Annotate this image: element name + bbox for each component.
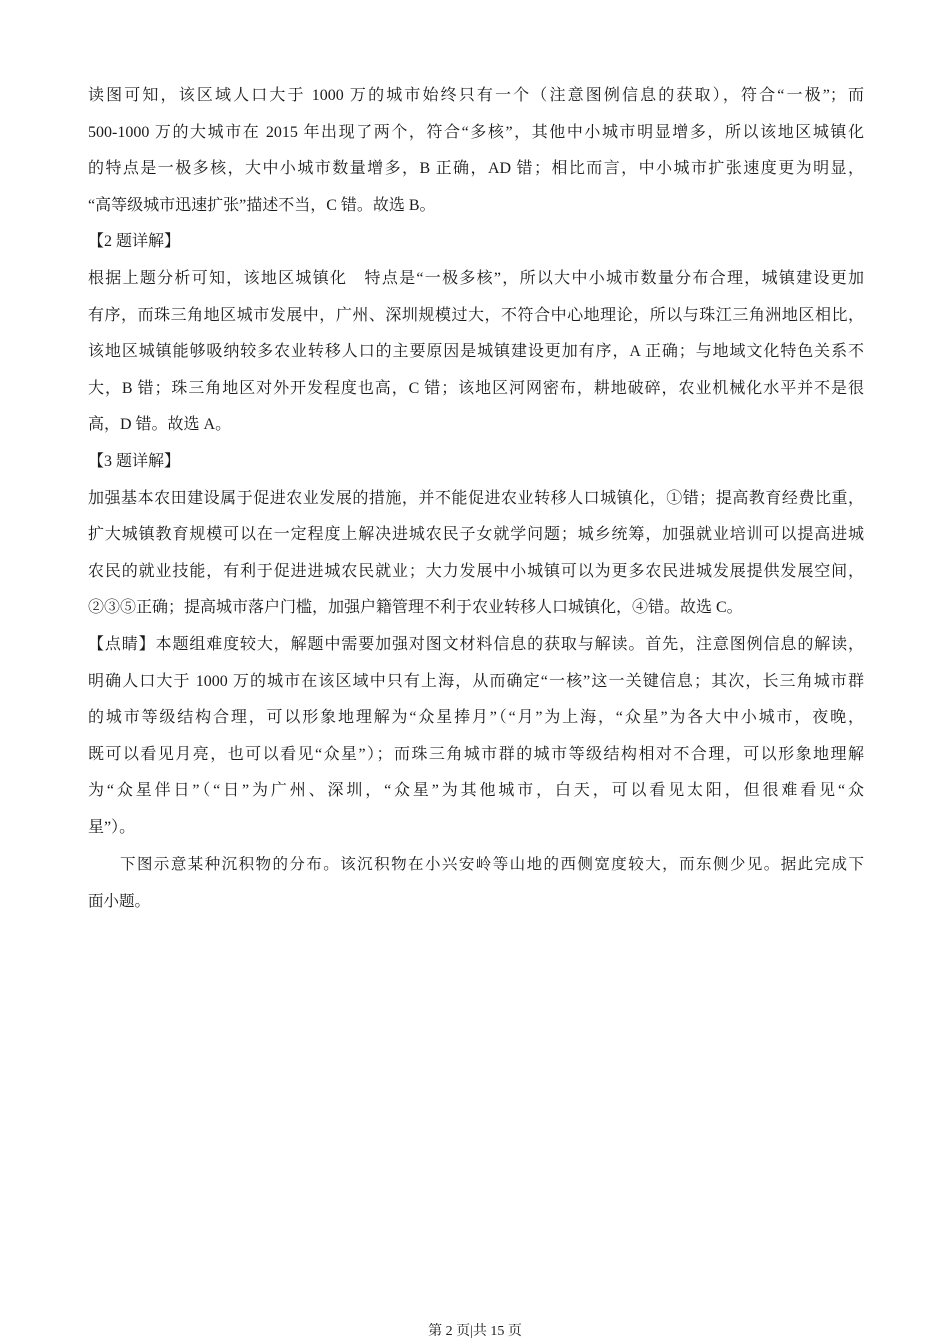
q2-answer [88,261,864,444]
text-line: 根据上题分析可知，该地区城镇化 特点是“一极多核”，所以大中小城市数量分布合理，城镇建设更加 [88,269,864,287]
q3-heading: 【3 题详解】 [88,452,181,470]
text-line: 既可以看见月亮，也可以看见“众星”）；而珠三角城市群的城市等级结构相对不合理，可以形象地理解 [88,745,864,763]
text-line: 大，B 错；珠三角地区对外开发程度也高，C 错；该地区河网密布，耕地破碎，农业机械化水平并不是很 [88,379,864,397]
text-line: 星”）。 [88,818,136,836]
text-line: 的特点是一极多核，大中小城市数量增多，B 正确，AD 错；相比而言，中小城市扩张速度更为明显， [88,160,864,178]
text-line: 面小题。 [88,892,151,911]
next-question-intro [88,846,864,919]
q2-heading: 【2 题详解】 [88,233,181,251]
text-line: 有序，而珠三角地区城市发展中，广州、深圳规模过大，不符合中心地理论，所以与珠江三角洲地区相比， [88,306,864,324]
page-content [88,78,864,920]
text-line: 明确人口大于 1000 万的城市在该区域中只有上海，从而确定“一核”这一关键信息；其次，长三角城市群 [88,672,864,690]
text-line: 的城市等级结构合理，可以形象地理解为“众星捧月”（“月”为上海，“众星”为各大中小城市，夜晚， [88,709,864,727]
page-footer: 第 2 页|共 15 页 [428,1324,522,1339]
text-line: 500-1000 万的大城市在 2015 年出现了两个，符合“多核”，其他中小城市明显增多，所以该地区城镇化 [88,123,864,141]
text-line: 读图可知，该区域人口大于 1000 万的城市始终只有一个（注意图例信息的获取），符合“一极”；而 [88,87,864,104]
text-line: 【点睛】本题组难度较大，解题中需要加强对图文材料信息的获取与解读。首先，注意图例信息的解读， [88,635,864,653]
q3-answer [88,481,864,627]
text-line: 下图示意某种沉积物的分布。该沉积物在小兴安岭等山地的西侧宽度较大，而东侧少见。据此完成下 [120,855,864,874]
text-line: 高，D 错。故选 A。 [88,416,232,434]
text-line: 扩大城镇教育规模可以在一定程度上解决进城农民子女就学问题；城乡统筹，加强就业培训可以提高进城 [88,526,864,544]
q1-answer-tail [88,78,864,224]
text-line: “高等级城市迅速扩张”描述不当，C 错。故选 B。 [88,196,436,214]
text-line: 加强基本农田建设属于促进农业发展的措施，并不能促进农业转移人口城镇化，①错；提高教育经费比重， [88,489,864,507]
text-line: ②③⑤正确；提高城市落户门槛，加强户籍管理不利于农业转移人口城镇化，④错。故选 C。 [88,599,743,617]
text-line: 该地区城镇能够吸纳较多农业转移人口的主要原因是城镇建设更加有序，A 正确；与地域文化特色关系不 [88,343,864,361]
text-line: 为“众星伴日”（“日”为广州、深圳，“众星”为其他城市，白天，可以看见太阳，但很难看见“众 [88,782,864,800]
text-line: 农民的就业技能，有利于促进进城农民就业；大力发展中小城镇可以为更多农民进城发展提供发展空间， [88,562,864,580]
tip-paragraph [88,627,864,847]
